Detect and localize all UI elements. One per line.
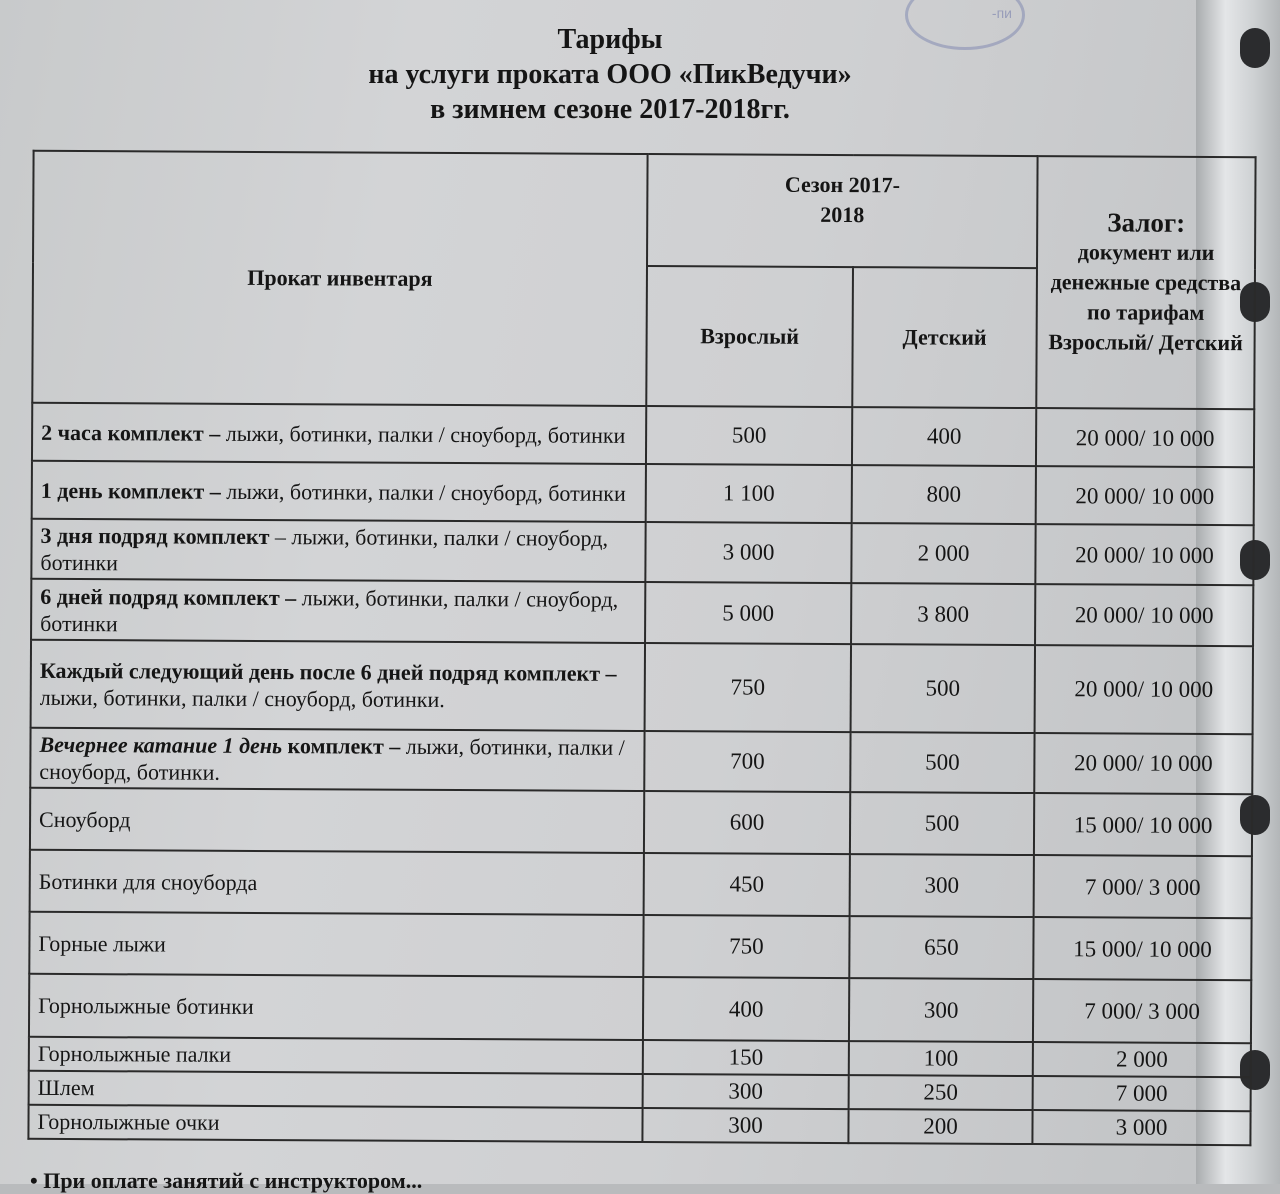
header-deposit-text: документ или денежные средства по тарифам Взрослый/ Детский — [1048, 239, 1243, 356]
row-child-price: 300 — [850, 854, 1034, 917]
title-line-3: в зимнем сезоне 2017-2018гг. — [430, 94, 790, 125]
row-item-text: Сноуборд — [39, 806, 131, 832]
row-deposit: 7 000/ 3 000 — [1034, 855, 1252, 918]
table-row — [31, 579, 1253, 646]
row-item-cell — [30, 850, 644, 915]
row-child-price: 500 — [850, 792, 1034, 855]
row-child-price: 400 — [852, 407, 1036, 466]
footer-note: • При оплате занятий с инструктором... — [30, 1168, 423, 1193]
row-deposit: 20 000/ 10 000 — [1035, 585, 1253, 646]
row-child-price: 650 — [849, 916, 1033, 979]
header-child: Детский — [852, 267, 1037, 408]
tariff-table — [27, 150, 1256, 1146]
header-deposit — [1036, 156, 1255, 409]
table-row — [31, 639, 1253, 734]
row-adult-price: 500 — [646, 406, 852, 465]
row-item-cell — [29, 1036, 643, 1073]
stamp-text: -пи — [991, 5, 1012, 21]
title-line-1: Тарифы — [557, 24, 663, 55]
row-deposit: 20 000/ 10 000 — [1035, 645, 1253, 734]
table-row — [29, 974, 1251, 1043]
table-row — [29, 912, 1251, 981]
row-adult-price: 600 — [644, 791, 850, 854]
row-item-bold: комплект – — [282, 733, 406, 759]
row-child-price: 100 — [849, 1041, 1033, 1076]
row-child-price: 300 — [849, 979, 1033, 1042]
row-item-cell — [31, 639, 645, 730]
row-adult-price: 150 — [643, 1040, 849, 1075]
row-item-bold: 3 дня подряд комплект — [40, 523, 270, 550]
row-item-bold: Каждый следующий день после 6 дней подряд комплект – — [39, 657, 617, 686]
row-child-price: 250 — [849, 1075, 1033, 1110]
row-adult-price: 1 100 — [646, 464, 852, 523]
row-item-text: Ботинки для сноуборда — [38, 868, 258, 895]
row-item-text: лыжи, ботинки, палки / сноуборд, ботинки. — [39, 733, 625, 785]
document-title — [280, 22, 940, 127]
row-item-cell — [30, 788, 644, 853]
row-item-text: – лыжи, ботинки, палки / сноуборд, ботинки — [40, 524, 609, 576]
row-adult-price: 5 000 — [645, 582, 851, 643]
row-adult-price: 450 — [644, 853, 850, 916]
row-deposit: 7 000 — [1033, 1076, 1251, 1111]
row-item-italic: Вечернее катание 1 день — [39, 731, 283, 759]
row-item-cell — [32, 403, 646, 464]
row-adult-price: 700 — [644, 731, 850, 792]
row-item-cell — [29, 1071, 643, 1108]
row-adult-price: 400 — [643, 977, 849, 1040]
header-deposit-title: Залог: — [1107, 207, 1186, 238]
row-child-price: 800 — [852, 465, 1036, 524]
row-deposit: 20 000/ 10 000 — [1035, 524, 1253, 585]
row-item-cell — [32, 461, 646, 522]
row-adult-price: 3 000 — [645, 522, 851, 583]
row-item-cell — [31, 519, 645, 582]
row-item-cell — [28, 1105, 642, 1142]
table-row — [32, 403, 1254, 468]
header-item: Прокат инвентаря — [32, 151, 647, 406]
row-item-cell — [30, 728, 644, 791]
title-line-2: на услуги проката ООО «ПикВедучи» — [368, 59, 852, 90]
row-item-text: Горнолыжные очки — [37, 1109, 220, 1136]
row-item-text: лыжи, ботинки, палки / сноуборд, ботинки — [226, 478, 626, 506]
row-child-price: 500 — [851, 644, 1035, 733]
header-adult: Взрослый — [646, 266, 853, 407]
row-item-text: Шлем — [37, 1075, 95, 1101]
table-row — [28, 1105, 1250, 1146]
row-item-text: Горнолыжные палки — [37, 1041, 232, 1068]
table-row — [30, 728, 1252, 795]
row-adult-price: 750 — [645, 643, 851, 732]
row-deposit: 15 000/ 10 000 — [1033, 917, 1251, 980]
punch-hole — [1240, 28, 1270, 68]
row-item-bold: 1 день комплект – — [40, 477, 227, 504]
row-adult-price: 750 — [643, 915, 849, 978]
row-adult-price: 300 — [643, 1074, 849, 1109]
row-child-price: 2 000 — [851, 523, 1035, 584]
row-deposit: 15 000/ 10 000 — [1034, 793, 1252, 856]
row-item-text: Горные лыжи — [38, 930, 166, 957]
row-item-text: Горнолыжные ботинки — [38, 992, 254, 1020]
row-child-price: 500 — [850, 732, 1034, 793]
row-adult-price: 300 — [642, 1108, 848, 1143]
row-item-cell — [31, 579, 645, 642]
header-season-label: Сезон 2017-2018 — [784, 171, 901, 228]
row-deposit: 7 000/ 3 000 — [1033, 980, 1251, 1043]
row-item-text: лыжи, ботинки, палки / сноуборд, ботинки. — [39, 684, 445, 712]
table-row — [30, 850, 1252, 919]
table-row — [30, 788, 1252, 857]
header-season — [647, 154, 1038, 268]
row-deposit: 20 000/ 10 000 — [1034, 733, 1252, 794]
row-deposit: 20 000/ 10 000 — [1036, 466, 1254, 525]
table-row — [31, 519, 1253, 586]
row-child-price: 200 — [848, 1109, 1032, 1144]
row-deposit: 2 000 — [1033, 1042, 1251, 1077]
row-child-price: 3 800 — [851, 584, 1035, 645]
row-item-text: лыжи, ботинки, палки / сноуборд, ботинки — [40, 584, 619, 636]
row-item-cell — [29, 912, 643, 977]
row-deposit: 20 000/ 10 000 — [1036, 408, 1254, 467]
row-deposit: 3 000 — [1032, 1110, 1250, 1145]
row-item-text: лыжи, ботинки, палки / сноуборд, ботинки — [225, 420, 626, 448]
row-item-bold: 2 часа комплект – — [41, 419, 226, 446]
table-row — [32, 461, 1254, 526]
row-item-bold: 6 дней подряд комплект – — [40, 583, 302, 610]
row-item-cell — [29, 974, 643, 1039]
